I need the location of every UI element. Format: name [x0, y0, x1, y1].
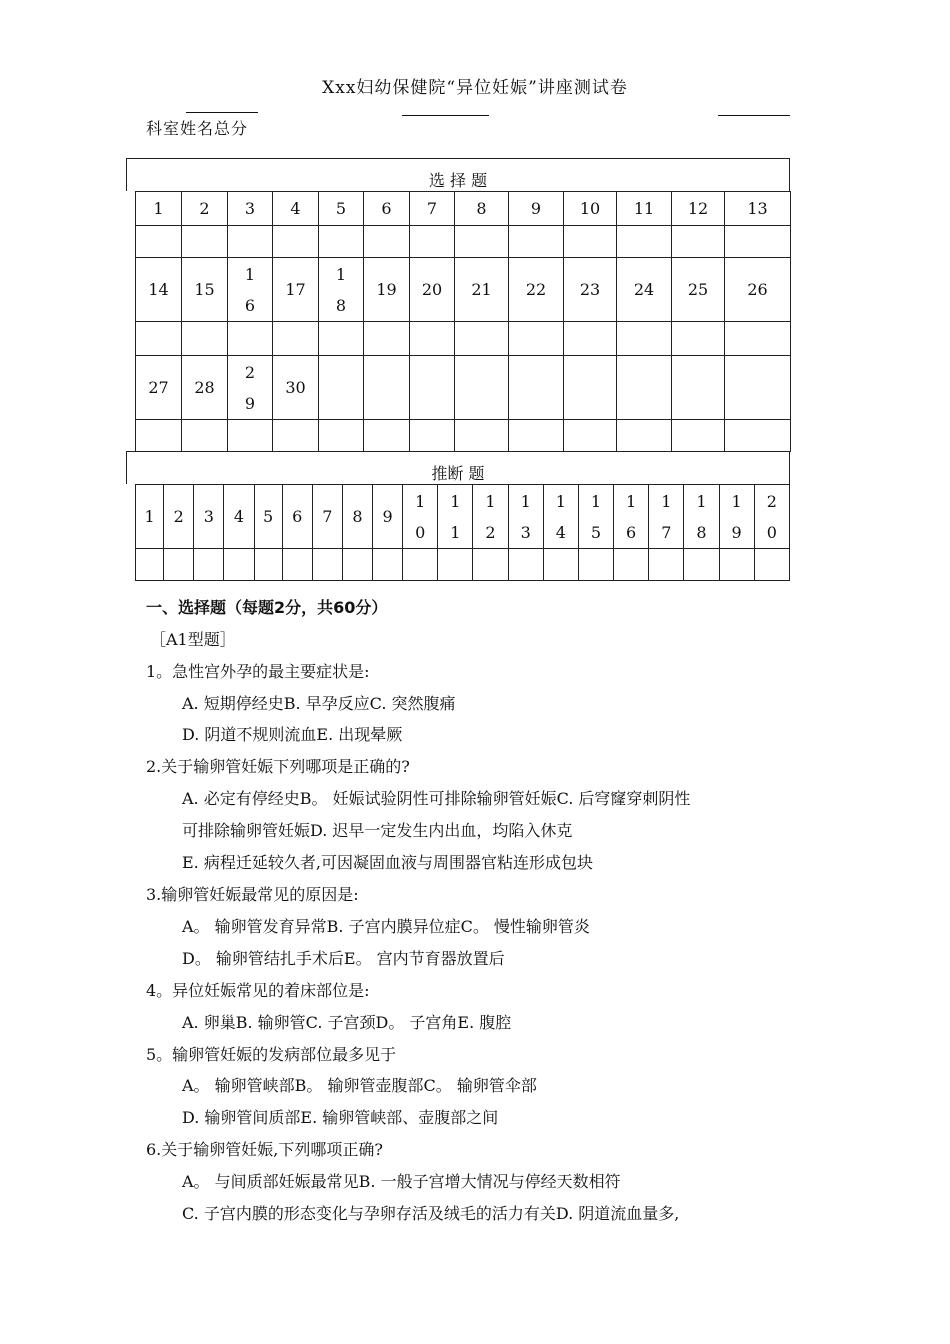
question-1-options-b: D. 阴道不规则流血E. 出现晕厥 — [182, 725, 403, 744]
judge-number-cell-12 — [473, 485, 508, 549]
choice-answer-cell-10 — [564, 420, 617, 452]
choice-number-cell-9 — [509, 192, 564, 226]
underline-score — [718, 115, 790, 116]
question-6: 6.关于输卵管妊娠,下列哪项正确? — [146, 1140, 383, 1159]
judge-number-cell-5 — [254, 485, 282, 549]
choice-number-cell-9 — [509, 258, 564, 322]
choice-number-cell-number: 20 — [421, 280, 443, 299]
choice-answer-cell-4 — [273, 322, 319, 356]
judge-answer-cell-12 — [473, 549, 508, 581]
choice-answer-cell-4 — [273, 226, 319, 258]
judge-number-cell-number: 2 — [173, 507, 184, 526]
choice-number-cell-number: 10 — [579, 199, 601, 218]
question-6-options-a: A。 与间质部妊娠最常见B. 一般子宫增大情况与停经天数相符 — [182, 1172, 621, 1191]
judge-number-cell-number: 7 — [322, 507, 333, 526]
judge-number-cell-number: 1 1 — [450, 491, 461, 542]
choice-number-cell-13 — [725, 258, 791, 322]
choice-number-cell-10 — [564, 356, 617, 420]
judge-answer-cell-4 — [224, 549, 254, 581]
choice-number-cell-number: 1 8 — [335, 264, 347, 315]
judge-section-label: 推断 题 — [431, 464, 485, 483]
question-type-label: ［A1型题］ — [150, 630, 236, 649]
question-5-options-a: A。 输卵管峡部B。 输卵管壶腹部C。 输卵管伞部 — [182, 1076, 537, 1095]
choice-number-cell-number: 19 — [376, 280, 397, 299]
choice-answer-cell-3 — [228, 226, 273, 258]
judge-answer-cell-3 — [194, 549, 224, 581]
choice-answer-cell-13 — [725, 322, 791, 356]
question-2: 2.关于输卵管妊娠下列哪项是正确的? — [146, 757, 410, 776]
judge-number-cell-11 — [438, 485, 473, 549]
choice-answer-cell-12 — [672, 420, 725, 452]
question-3-options-a: A。 输卵管发育异常B. 子宫内膜异位症C。 慢性输卵管炎 — [182, 917, 590, 936]
choice-number-cell-12 — [672, 356, 725, 420]
question-1-options-a: A. 短期停经史B. 早孕反应C. 突然腹痛 — [182, 694, 456, 713]
judge-section-banner — [126, 451, 790, 484]
header-fields-label: 科室姓名总分 — [146, 119, 249, 138]
judge-answer-cell-16 — [614, 549, 649, 581]
choice-number-cell-number: 27 — [148, 378, 169, 397]
choice-answer-cell-9 — [509, 420, 564, 452]
choice-number-cell-11 — [617, 258, 672, 322]
choice-answer-grid — [135, 191, 791, 452]
choice-answer-cell-1 — [136, 226, 182, 258]
choice-number-cell-number: 12 — [687, 199, 709, 218]
judge-answer-cell-13 — [508, 549, 543, 581]
question-1: 1。急性宫外孕的最主要症状是: — [146, 662, 370, 681]
judge-number-cell-number: 1 5 — [590, 491, 602, 542]
judge-answer-cell-17 — [649, 549, 684, 581]
choice-number-cell-2 — [182, 192, 228, 226]
choice-number-cell-number: 4 — [290, 199, 301, 218]
choice-answer-cell-11 — [617, 226, 672, 258]
choice-number-cell-number: 28 — [194, 378, 215, 397]
judge-answer-cell-2 — [164, 549, 194, 581]
question-3: 3.输卵管妊娠最常见的原因是: — [146, 885, 359, 904]
judge-answer-cell-6 — [282, 549, 312, 581]
choice-answer-cell-5 — [319, 322, 364, 356]
choice-answer-cell-8 — [455, 226, 509, 258]
judge-number-cell-number: 4 — [233, 507, 245, 526]
choice-answer-cell-13 — [725, 420, 791, 452]
choice-number-cell-number: 22 — [525, 280, 547, 299]
choice-number-cell-5 — [319, 258, 364, 322]
choice-answer-cell-6 — [364, 322, 410, 356]
choice-number-cell-number: 23 — [579, 280, 601, 299]
choice-number-cell-4 — [273, 258, 319, 322]
judge-number-cell-number: 1 6 — [626, 491, 637, 542]
choice-number-cell-number: 14 — [148, 280, 169, 299]
choice-number-cell-number: 2 9 — [244, 362, 256, 413]
choice-number-cell-9 — [509, 356, 564, 420]
choice-number-cell-number: 8 — [476, 199, 487, 218]
question-4: 4。异位妊娠常见的着床部位是: — [146, 981, 370, 1000]
choice-answer-cell-10 — [564, 322, 617, 356]
choice-answer-cell-1 — [136, 322, 182, 356]
choice-number-cell-12 — [672, 258, 725, 322]
judge-answer-cell-1 — [136, 549, 164, 581]
choice-number-cell-number: 13 — [747, 199, 768, 218]
choice-number-cell-2 — [182, 258, 228, 322]
choice-number-cell-6 — [364, 356, 410, 420]
choice-number-cell-2 — [182, 356, 228, 420]
choice-answer-cell-3 — [228, 322, 273, 356]
choice-number-cell-number: 2 — [199, 199, 210, 218]
judge-number-cell-17 — [649, 485, 684, 549]
judge-number-cell-number: 1 8 — [696, 491, 707, 542]
choice-answer-cell-4 — [273, 420, 319, 452]
judge-number-cell-number: 1 4 — [555, 491, 566, 542]
question-4-options-a: A. 卵巢B. 输卵管C. 子宫颈D。 子宫角E. 腹腔 — [182, 1013, 512, 1032]
underline-name — [402, 115, 489, 116]
choice-answer-cell-11 — [617, 322, 672, 356]
choice-section-label: 选 择 题 — [428, 171, 488, 190]
judge-number-cell-number: 3 — [203, 507, 214, 526]
question-2-options-b: 可排除输卵管妊娠D. 迟早一定发生内出血，均陷入休克 — [182, 821, 573, 840]
judge-answer-cell-18 — [684, 549, 719, 581]
choice-number-cell-number: 7 — [426, 199, 438, 218]
choice-number-cell-13 — [725, 356, 791, 420]
choice-answer-cell-9 — [509, 322, 564, 356]
question-5: 5。输卵管妊娠的发病部位最多见于 — [146, 1045, 397, 1064]
question-6-options-b: C. 子宫内膜的形态变化与孕卵存活及绒毛的活力有关D. 阴道流血量多, — [182, 1204, 680, 1223]
choice-number-cell-3 — [228, 258, 273, 322]
choice-number-cell-number: 3 — [244, 199, 256, 218]
choice-number-cell-number: 11 — [633, 199, 655, 218]
choice-answer-cell-13 — [725, 226, 791, 258]
judge-number-cell-9 — [373, 485, 403, 549]
choice-number-cell-11 — [617, 356, 672, 420]
choice-number-cell-8 — [455, 356, 509, 420]
judge-number-cell-number: 1 — [144, 507, 155, 526]
choice-answer-cell-2 — [182, 226, 228, 258]
choice-answer-cell-3 — [228, 420, 273, 452]
judge-number-cell-number: 5 — [262, 507, 274, 526]
choice-answer-cell-5 — [319, 420, 364, 452]
choice-number-cell-number: 6 — [381, 199, 392, 218]
judge-number-cell-6 — [282, 485, 312, 549]
choice-number-cell-3 — [228, 192, 273, 226]
question-2-options-c: E. 病程迁延较久者,可因凝固血液与周围器官粘连形成包块 — [182, 853, 593, 872]
choice-number-cell-number: 15 — [194, 280, 215, 299]
choice-answer-cell-6 — [364, 420, 410, 452]
choice-number-cell-8 — [455, 258, 509, 322]
judge-number-cell-number: 1 7 — [661, 491, 672, 542]
judge-answer-grid — [135, 484, 790, 581]
choice-answer-cell-12 — [672, 226, 725, 258]
choice-number-cell-4 — [273, 192, 319, 226]
judge-number-cell-18 — [684, 485, 719, 549]
judge-number-cell-number: 9 — [382, 507, 393, 526]
choice-number-cell-number: 24 — [633, 280, 655, 299]
choice-number-cell-number: 1 6 — [244, 264, 256, 315]
choice-answer-cell-1 — [136, 420, 182, 452]
choice-number-cell-6 — [364, 258, 410, 322]
choice-number-cell-6 — [364, 192, 410, 226]
choice-answer-cell-12 — [672, 322, 725, 356]
choice-section-banner — [126, 158, 790, 191]
judge-number-cell-1 — [136, 485, 164, 549]
question-3-options-b: D。 输卵管结扎手术后E。 宫内节育器放置后 — [182, 949, 505, 968]
judge-number-cell-15 — [578, 485, 613, 549]
choice-answer-cell-10 — [564, 226, 617, 258]
judge-answer-cell-19 — [719, 549, 754, 581]
judge-number-cell-14 — [543, 485, 578, 549]
choice-answer-cell-7 — [410, 322, 455, 356]
choice-number-cell-1 — [136, 356, 182, 420]
choice-number-cell-4 — [273, 356, 319, 420]
judge-answer-cell-14 — [543, 549, 578, 581]
choice-number-cell-7 — [410, 192, 455, 226]
judge-number-cell-2 — [164, 485, 194, 549]
judge-number-cell-3 — [194, 485, 224, 549]
judge-answer-cell-5 — [254, 549, 282, 581]
choice-answer-cell-7 — [410, 226, 455, 258]
choice-answer-cell-5 — [319, 226, 364, 258]
choice-answer-cell-8 — [455, 420, 509, 452]
choice-number-cell-number: 1 — [153, 199, 164, 218]
judge-answer-cell-11 — [438, 549, 473, 581]
choice-number-cell-10 — [564, 192, 617, 226]
underline-department — [186, 112, 258, 113]
judge-answer-cell-15 — [578, 549, 613, 581]
choice-answer-cell-7 — [410, 420, 455, 452]
choice-number-cell-1 — [136, 258, 182, 322]
choice-number-cell-number: 26 — [747, 280, 768, 299]
judge-number-cell-19 — [719, 485, 754, 549]
choice-number-cell-number: 17 — [285, 280, 306, 299]
judge-number-cell-7 — [312, 485, 342, 549]
judge-number-cell-8 — [342, 485, 372, 549]
judge-answer-cell-20 — [754, 549, 789, 581]
judge-number-cell-number: 1 2 — [485, 491, 496, 542]
judge-answer-cell-9 — [373, 549, 403, 581]
choice-answer-cell-11 — [617, 420, 672, 452]
choice-number-cell-3 — [228, 356, 273, 420]
choice-number-cell-12 — [672, 192, 725, 226]
choice-number-cell-5 — [319, 356, 364, 420]
choice-number-cell-7 — [410, 356, 455, 420]
choice-answer-cell-9 — [509, 226, 564, 258]
section-heading-choice: 一、选择题（每题2分，共60分） — [146, 598, 388, 617]
judge-number-cell-number: 6 — [292, 507, 303, 526]
choice-number-cell-8 — [455, 192, 509, 226]
choice-number-cell-number: 21 — [471, 280, 492, 299]
choice-answer-cell-2 — [182, 420, 228, 452]
question-2-options-a: A. 必定有停经史B。 妊娠试验阴性可排除输卵管妊娠C. 后穹窿穿刺阴性 — [182, 789, 691, 808]
judge-number-cell-number: 8 — [352, 507, 363, 526]
choice-number-cell-13 — [725, 192, 791, 226]
judge-number-cell-number: 1 3 — [520, 491, 531, 542]
choice-number-cell-5 — [319, 192, 364, 226]
choice-answer-cell-8 — [455, 322, 509, 356]
judge-number-cell-13 — [508, 485, 543, 549]
choice-answer-cell-6 — [364, 226, 410, 258]
page-title: Xxx妇幼保健院“异位妊娠”讲座测试卷 — [322, 78, 628, 98]
judge-answer-cell-7 — [312, 549, 342, 581]
choice-number-cell-number: 5 — [335, 199, 347, 218]
choice-number-cell-10 — [564, 258, 617, 322]
judge-answer-cell-10 — [403, 549, 438, 581]
question-5-options-b: D. 输卵管间质部E. 输卵管峡部、壶腹部之间 — [182, 1108, 499, 1127]
choice-number-cell-number: 30 — [285, 378, 306, 397]
judge-number-cell-4 — [224, 485, 254, 549]
judge-number-cell-20 — [754, 485, 789, 549]
judge-number-cell-number: 1 9 — [731, 491, 742, 542]
judge-number-cell-16 — [614, 485, 649, 549]
choice-number-cell-number: 25 — [687, 280, 709, 299]
choice-number-cell-7 — [410, 258, 455, 322]
choice-number-cell-1 — [136, 192, 182, 226]
choice-answer-cell-2 — [182, 322, 228, 356]
choice-number-cell-number: 9 — [530, 199, 542, 218]
judge-number-cell-10 — [403, 485, 438, 549]
judge-answer-cell-8 — [342, 549, 372, 581]
judge-number-cell-number: 2 0 — [766, 491, 777, 542]
judge-number-cell-number: 1 0 — [415, 491, 426, 542]
choice-number-cell-11 — [617, 192, 672, 226]
